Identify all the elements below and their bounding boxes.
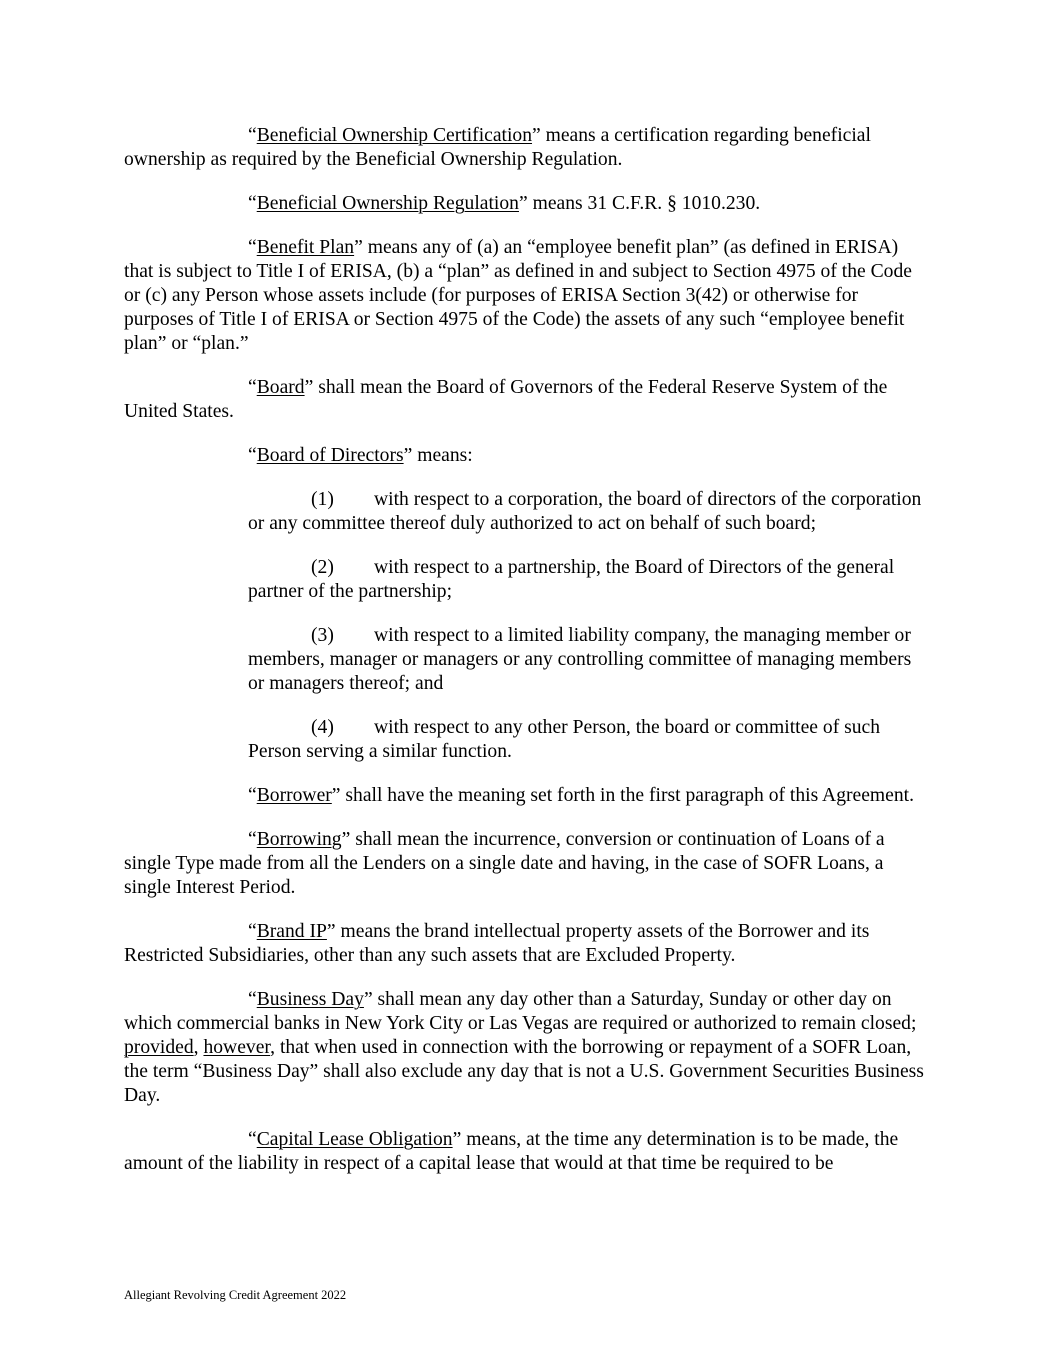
definition-capital-lease-obligation: “Capital Lease Obligation” means, at the time any determination is to be made, the amount of the liability in respect of a capital lease that would at that time be required to be bbox=[124, 1129, 899, 1174]
definition-text: ” shall mean any day other than a Saturday, Sunday or other day on which commercial banks in New York City or Las Vegas are required or authorized to remain closed; bbox=[124, 989, 917, 1034]
defined-term: Board bbox=[256, 377, 305, 398]
definition-brand-ip: “Brand IP” means the brand intellectual property assets of the Borrower and its Restricted Subsidiaries, other than any such assets that are Excluded Property. bbox=[124, 921, 870, 966]
list-item-text: with respect to a corporation, the board of directors of the corporation or any committee thereof duly authorized to act on behalf of such board; bbox=[248, 489, 922, 534]
definition-borrowing: “Borrowing” shall mean the incurrence, conversion or continuation of Loans of a single Type made from all the Lenders on a single date and having, in the case of SOFR Loans, a single Interest Period. bbox=[124, 829, 885, 898]
list-item-number: (4) bbox=[311, 717, 334, 738]
definition-benefit-plan: “Benefit Plan” means any of (a) an “employee benefit plan” (as defined in ERISA) that is subject to Title I of ERISA, (b) a “plan” as defined in and subject to Section 4975 of the Code or (c) any Person whose assets include (for purposes of ERISA Section 3(42) or otherwise for purposes of Title I of ERISA or Section 4975 of the Code) the assets of any such “employee benefit plan” or “plan.” bbox=[124, 237, 912, 354]
definition-text: ” means 31 C.F.R. § 1010.230. bbox=[518, 193, 761, 214]
defined-term: Capital Lease Obligation bbox=[256, 1129, 453, 1150]
list-item bbox=[248, 624, 932, 696]
defined-term: Borrowing bbox=[256, 829, 342, 850]
definition-beneficial-ownership-regulation: “Beneficial Ownership Regulation” means 31 C.F.R. § 1010.230. bbox=[248, 193, 761, 214]
definition-text: ” shall have the meaning set forth in the first paragraph of this Agreement. bbox=[331, 785, 914, 806]
definition-text: ” means a certification regarding beneficial ownership as required by the Beneficial Ownership Regulation. bbox=[124, 125, 871, 170]
list-item-text: with respect to any other Person, the board or committee of such Person serving a similar function. bbox=[248, 717, 881, 762]
list-item-number: (1) bbox=[311, 489, 334, 510]
document-page bbox=[124, 124, 932, 1196]
definition-text: ” shall mean the Board of Governors of the Federal Reserve System of the United States. bbox=[124, 377, 888, 422]
definition-business-day: “Business Day” shall mean any day other than a Saturday, Sunday or other day on which commercial banks in New York City or Las Vegas are required or authorized to remain closed; provided, however, that when used in connection with the borrowing or repayment of a SOFR Loan, the term “Business Day” shall also exclude any day that is not a U.S. Government Securities Business Day. bbox=[124, 989, 924, 1106]
definition-text: ” means any of (a) an “employee benefit plan” (as defined in ERISA) that is subject to Title I of ERISA, (b) a “plan” as defined in and subject to Section 4975 of the Code or (c) any Person whose assets include (for purposes of ERISA Section 3(42) or otherwise for purposes of Title I of ERISA or Section 4975 of the Code) the assets of any such “employee benefit plan” or “plan.” bbox=[124, 237, 912, 354]
list-item bbox=[248, 488, 932, 536]
page-footer: Allegiant Revolving Credit Agreement 2022 bbox=[124, 1288, 347, 1302]
definition-text: ” shall mean the incurrence, conversion or continuation of Loans of a single Type made from all the Lenders on a single date and having, in the case of SOFR Loans, a single Interest Period. bbox=[124, 829, 885, 898]
definition-text-continued: , that when used in connection with the borrowing or repayment of a SOFR Loan, the term “Business Day” shall also exclude any day that is not a U.S. Government Securities Business Day. bbox=[124, 1037, 924, 1106]
definition-beneficial-ownership-certification: “Beneficial Ownership Certification” means a certification regarding beneficial ownership as required by the Beneficial Ownership Regulation. bbox=[124, 125, 871, 170]
defined-term: Business Day bbox=[256, 989, 364, 1010]
list-item-number: (3) bbox=[311, 625, 334, 646]
definition-text: ” means the brand intellectual property assets of the Borrower and its Restricted Subsidiaries, other than any such assets that are Excluded Property. bbox=[124, 921, 870, 966]
list-item bbox=[248, 716, 932, 764]
definition-borrower: “Borrower” shall have the meaning set forth in the first paragraph of this Agreement. bbox=[248, 785, 914, 806]
definition-text: ” means: bbox=[403, 445, 473, 466]
defined-term: Benefit Plan bbox=[256, 237, 355, 258]
however-term: however bbox=[203, 1037, 271, 1058]
list-item-text: with respect to a limited liability company, the managing member or members, manager or managers or any controlling committee of managing members or managers thereof; and bbox=[248, 625, 912, 694]
defined-term: Beneficial Ownership Certification bbox=[256, 125, 533, 146]
definition-text: ” means, at the time any determination is to be made, the amount of the liability in respect of a capital lease that would at that time be required to be bbox=[124, 1129, 899, 1174]
list-item bbox=[248, 556, 932, 604]
definition-board: “Board” shall mean the Board of Governors of the Federal Reserve System of the United States. bbox=[124, 377, 888, 422]
defined-term: Borrower bbox=[256, 785, 332, 806]
list-item-number: (2) bbox=[311, 557, 334, 578]
definition-board-of-directors: “Board of Directors” means: bbox=[248, 445, 473, 466]
list-item-text: with respect to a partnership, the Board of Directors of the general partner of the partnership; bbox=[248, 557, 895, 602]
defined-term: Beneficial Ownership Regulation bbox=[256, 193, 519, 214]
provided-term: provided bbox=[124, 1037, 194, 1058]
defined-term: Brand IP bbox=[256, 921, 327, 942]
defined-term: Board of Directors bbox=[256, 445, 404, 466]
